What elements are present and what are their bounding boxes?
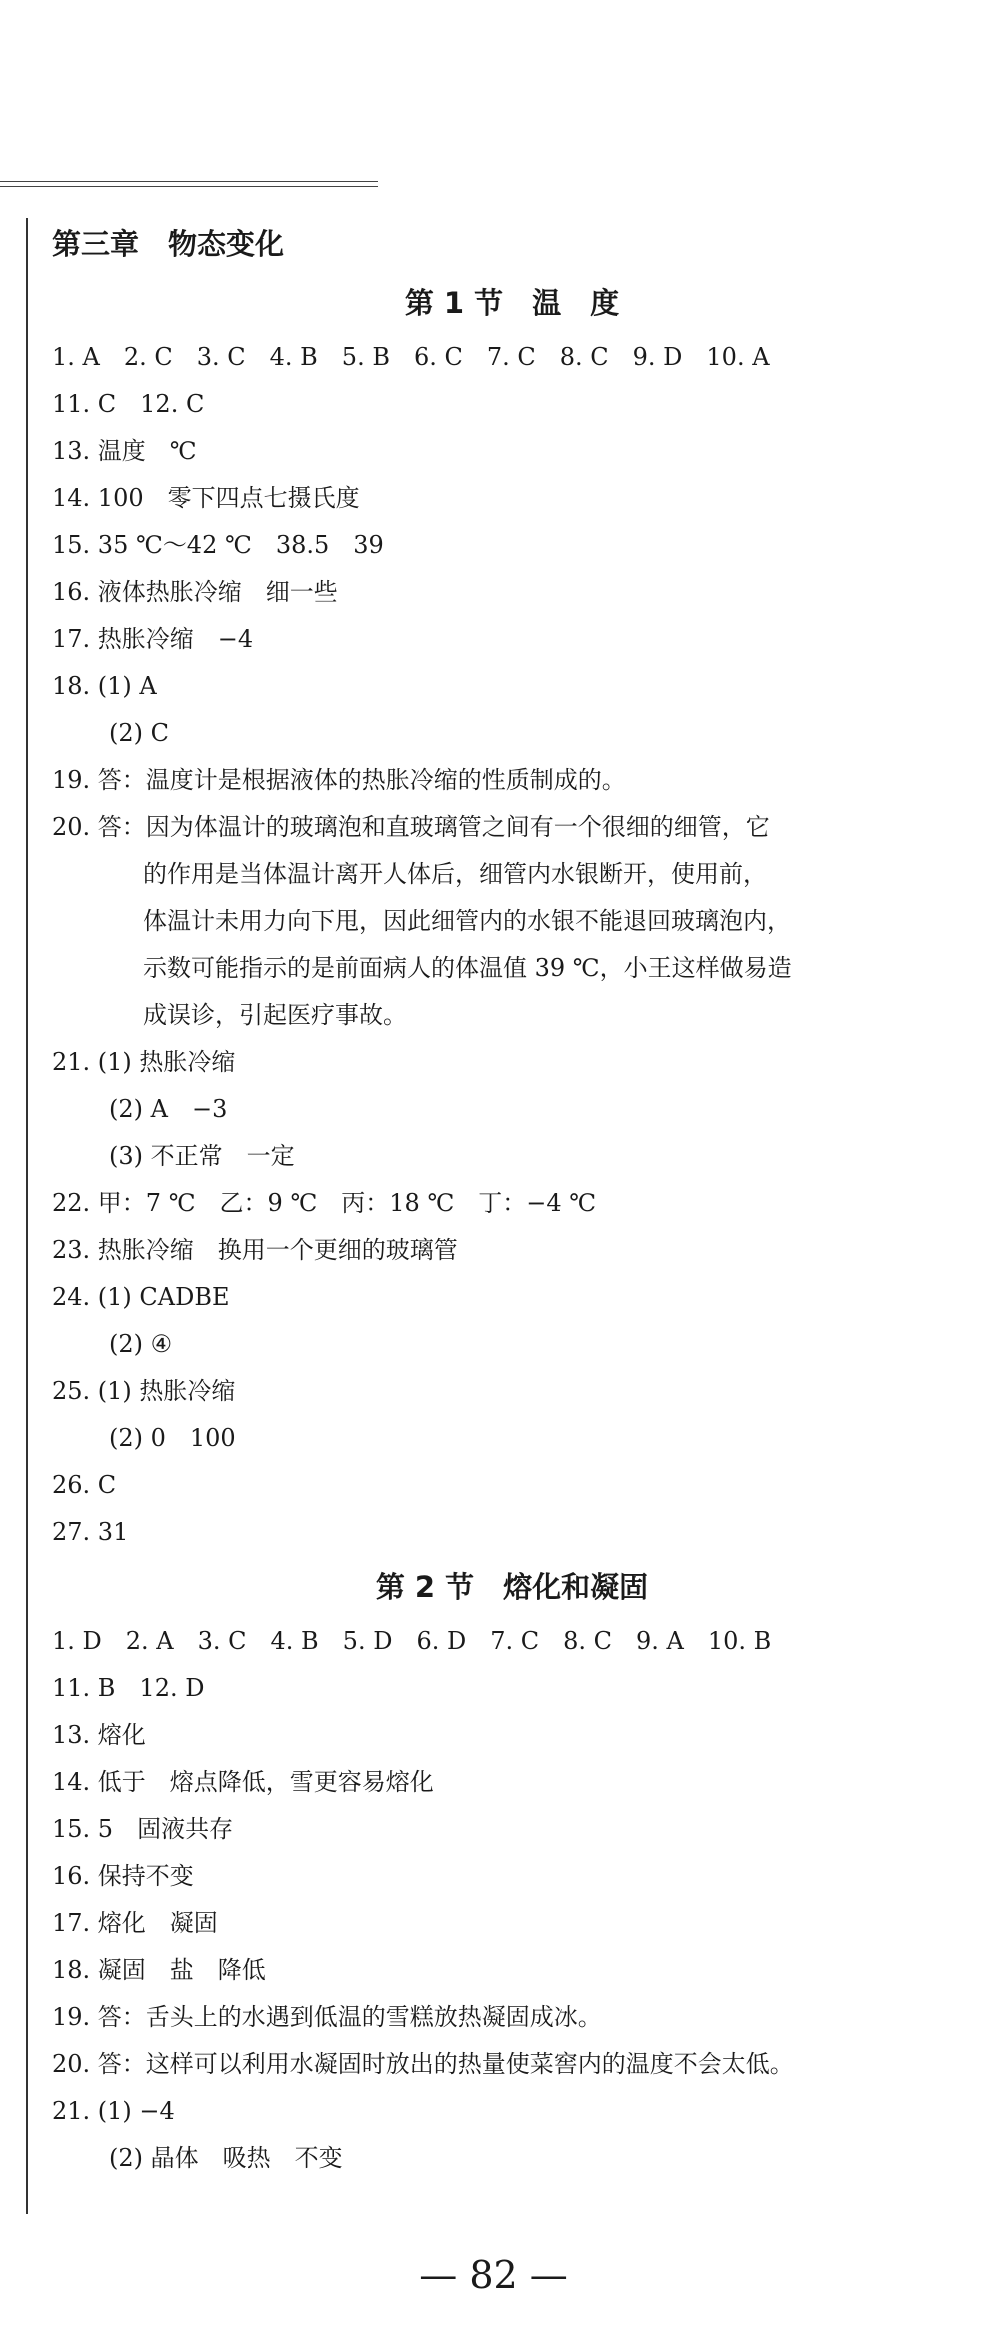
answer-line: 17. 热胀冷缩 −4 — [52, 625, 254, 653]
answer-line: 成误诊，引起医疗事故。 — [143, 1001, 407, 1029]
answer-line: (2) 晶体 吸热 不变 — [109, 2144, 343, 2172]
answer-line: (2) ④ — [109, 1330, 173, 1358]
answer-line: 示数可能指示的是前面病人的体温值 39 ℃，小王这样做易造 — [143, 954, 792, 982]
answer-line: 15. 5 固液共存 — [52, 1815, 234, 1843]
answer-line: 24. (1) CADBE — [52, 1283, 230, 1311]
answer-line: 13. 熔化 — [52, 1721, 146, 1749]
answer-line: 25. (1) 热胀冷缩 — [52, 1377, 236, 1405]
answer-line: 20. 答：这样可以利用水凝固时放出的热量使菜窖内的温度不会太低。 — [52, 2050, 794, 2078]
answer-line: 18. (1) A — [52, 672, 157, 700]
answer-line: (2) A −3 — [109, 1095, 228, 1123]
answer-line: 13. 温度 ℃ — [52, 437, 197, 465]
answer-line: 16. 保持不变 — [52, 1862, 194, 1890]
answer-line: 26. C — [52, 1471, 117, 1499]
answer-line: 21. (1) −4 — [52, 2097, 175, 2125]
answer-line: (2) C — [109, 719, 169, 747]
answer-line: 的作用是当体温计离开人体后，细管内水银断开，使用前， — [143, 860, 767, 888]
top-rule — [0, 181, 378, 187]
section-title: 第 1 节 温 度 — [404, 286, 620, 320]
answer-line: 15. 35 ℃～42 ℃ 38.5 39 — [52, 531, 384, 559]
answer-line: 19. 答：温度计是根据液体的热胀冷缩的性质制成的。 — [52, 766, 626, 794]
answer-line: 16. 液体热胀冷缩 细一些 — [52, 578, 338, 606]
answer-line: 19. 答：舌头上的水遇到低温的雪糕放热凝固成冰。 — [52, 2003, 602, 2031]
answer-line: 11. B 12. D — [52, 1674, 205, 1702]
section-title: 第 2 节 熔化和凝固 — [375, 1570, 649, 1604]
answer-line: 21. (1) 热胀冷缩 — [52, 1048, 236, 1076]
answer-line: 18. 凝固 盐 降低 — [52, 1956, 266, 1984]
page-number: — 82 — — [419, 2253, 568, 2297]
answer-line: 11. C 12. C — [52, 390, 205, 418]
answer-line: 22. 甲：7 ℃ 乙：9 ℃ 丙：18 ℃ 丁：−4 ℃ — [52, 1189, 597, 1217]
answer-line: 17. 熔化 凝固 — [52, 1909, 218, 1937]
answer-line: 14. 低于 熔点降低，雪更容易熔化 — [52, 1768, 434, 1796]
answer-line: 1. D 2. A 3. C 4. B 5. D 6. D 7. C 8. C 9. A 10. B — [52, 1627, 772, 1655]
answer-line: 27. 31 — [52, 1518, 129, 1546]
answer-line: 20. 答：因为体温计的玻璃泡和直玻璃管之间有一个很细的细管，它 — [52, 813, 770, 841]
chapter-title: 第三章 物态变化 — [52, 227, 285, 261]
margin-rule — [26, 218, 28, 2214]
answer-line: 23. 热胀冷缩 换用一个更细的玻璃管 — [52, 1236, 458, 1264]
answer-line: 14. 100 零下四点七摄氏度 — [52, 484, 360, 512]
sections — [52, 272, 972, 2182]
answer-line: (3) 不正常 一定 — [109, 1142, 295, 1170]
answer-content — [52, 216, 972, 2182]
answer-line: (2) 0 100 — [109, 1424, 236, 1452]
answer-line: 1. A 2. C 3. C 4. B 5. B 6. C 7. C 8. C 9. D 10. A — [52, 343, 770, 371]
answer-line: 体温计未用力向下甩，因此细管内的水银不能退回玻璃泡内， — [143, 907, 791, 935]
